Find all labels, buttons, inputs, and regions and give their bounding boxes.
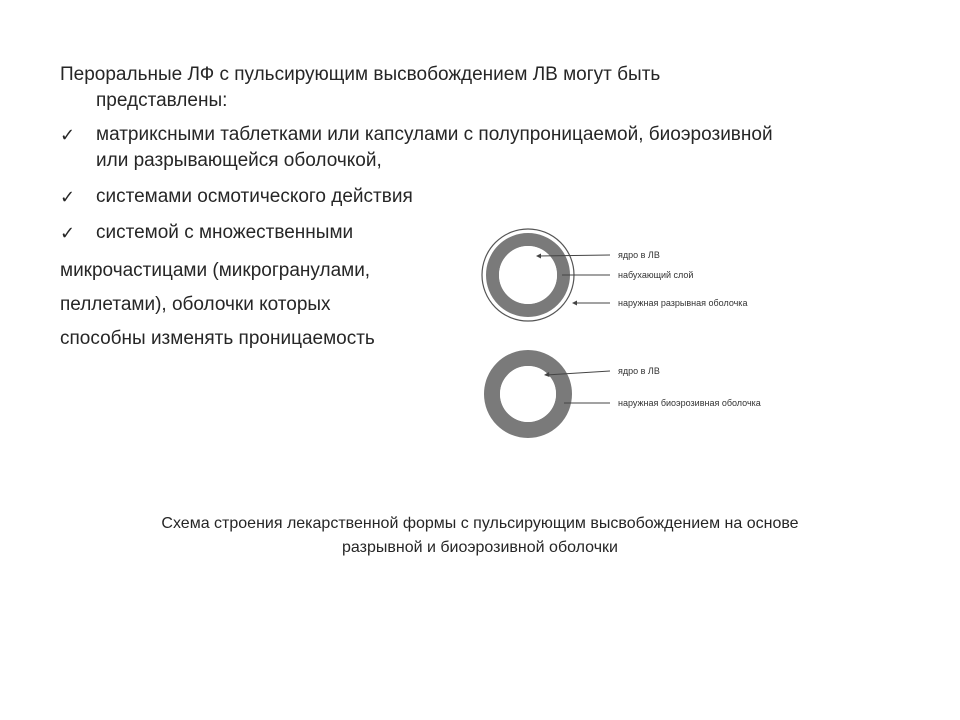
- diagram-label: набухающий слой: [618, 270, 694, 280]
- intro-text: [60, 62, 900, 114]
- bullet-item: [60, 122, 910, 174]
- diagram-label: наружная разрывная оболочка: [618, 298, 748, 308]
- checkmark-icon: ✓: [60, 125, 76, 145]
- drug-core: [499, 246, 557, 304]
- bioerodible-capsule-figure: [492, 358, 761, 430]
- rupturable-capsule-figure: [482, 229, 747, 321]
- diagram-label: ядро в ЛВ: [618, 366, 660, 376]
- continuation-line: способны изменять проницаемость: [60, 328, 375, 349]
- continuation-line: микрочастицами (микрогранулами,: [60, 260, 371, 281]
- bullet-line: матриксными таблетками или капсулами с полупроницаемой, биоэрозивной: [96, 124, 773, 145]
- diagram-svg: [470, 225, 850, 465]
- caption-line-2: разрывной и биоэрозивной оболочки: [342, 539, 618, 556]
- bullet-line: системой с множественными: [96, 222, 354, 243]
- intro-line-1: Пероральные ЛФ с пульсирующим высвобождением ЛВ могут быть: [60, 64, 661, 85]
- bullet-continuation: [60, 254, 440, 356]
- intro-line-2: представлены:: [96, 90, 228, 111]
- bullet-line: или разрывающейся оболочкой,: [96, 150, 382, 171]
- continuation-line: пеллетами), оболочки которых: [60, 294, 331, 315]
- caption-line-1: Схема строения лекарственной формы с пульсирующим высвобождением на основе: [161, 515, 799, 532]
- structure-diagram: [470, 225, 850, 465]
- checkmark-icon: ✓: [60, 187, 76, 207]
- arrow-head-icon: [572, 301, 577, 306]
- diagram-label: ядро в ЛВ: [618, 250, 660, 260]
- checkmark-icon: ✓: [60, 223, 76, 243]
- figure-caption: [60, 512, 900, 560]
- diagram-label: наружная биоэрозивная оболочка: [618, 398, 761, 408]
- bullet-item: [60, 184, 910, 210]
- bullet-line: системами осмотического действия: [96, 186, 413, 207]
